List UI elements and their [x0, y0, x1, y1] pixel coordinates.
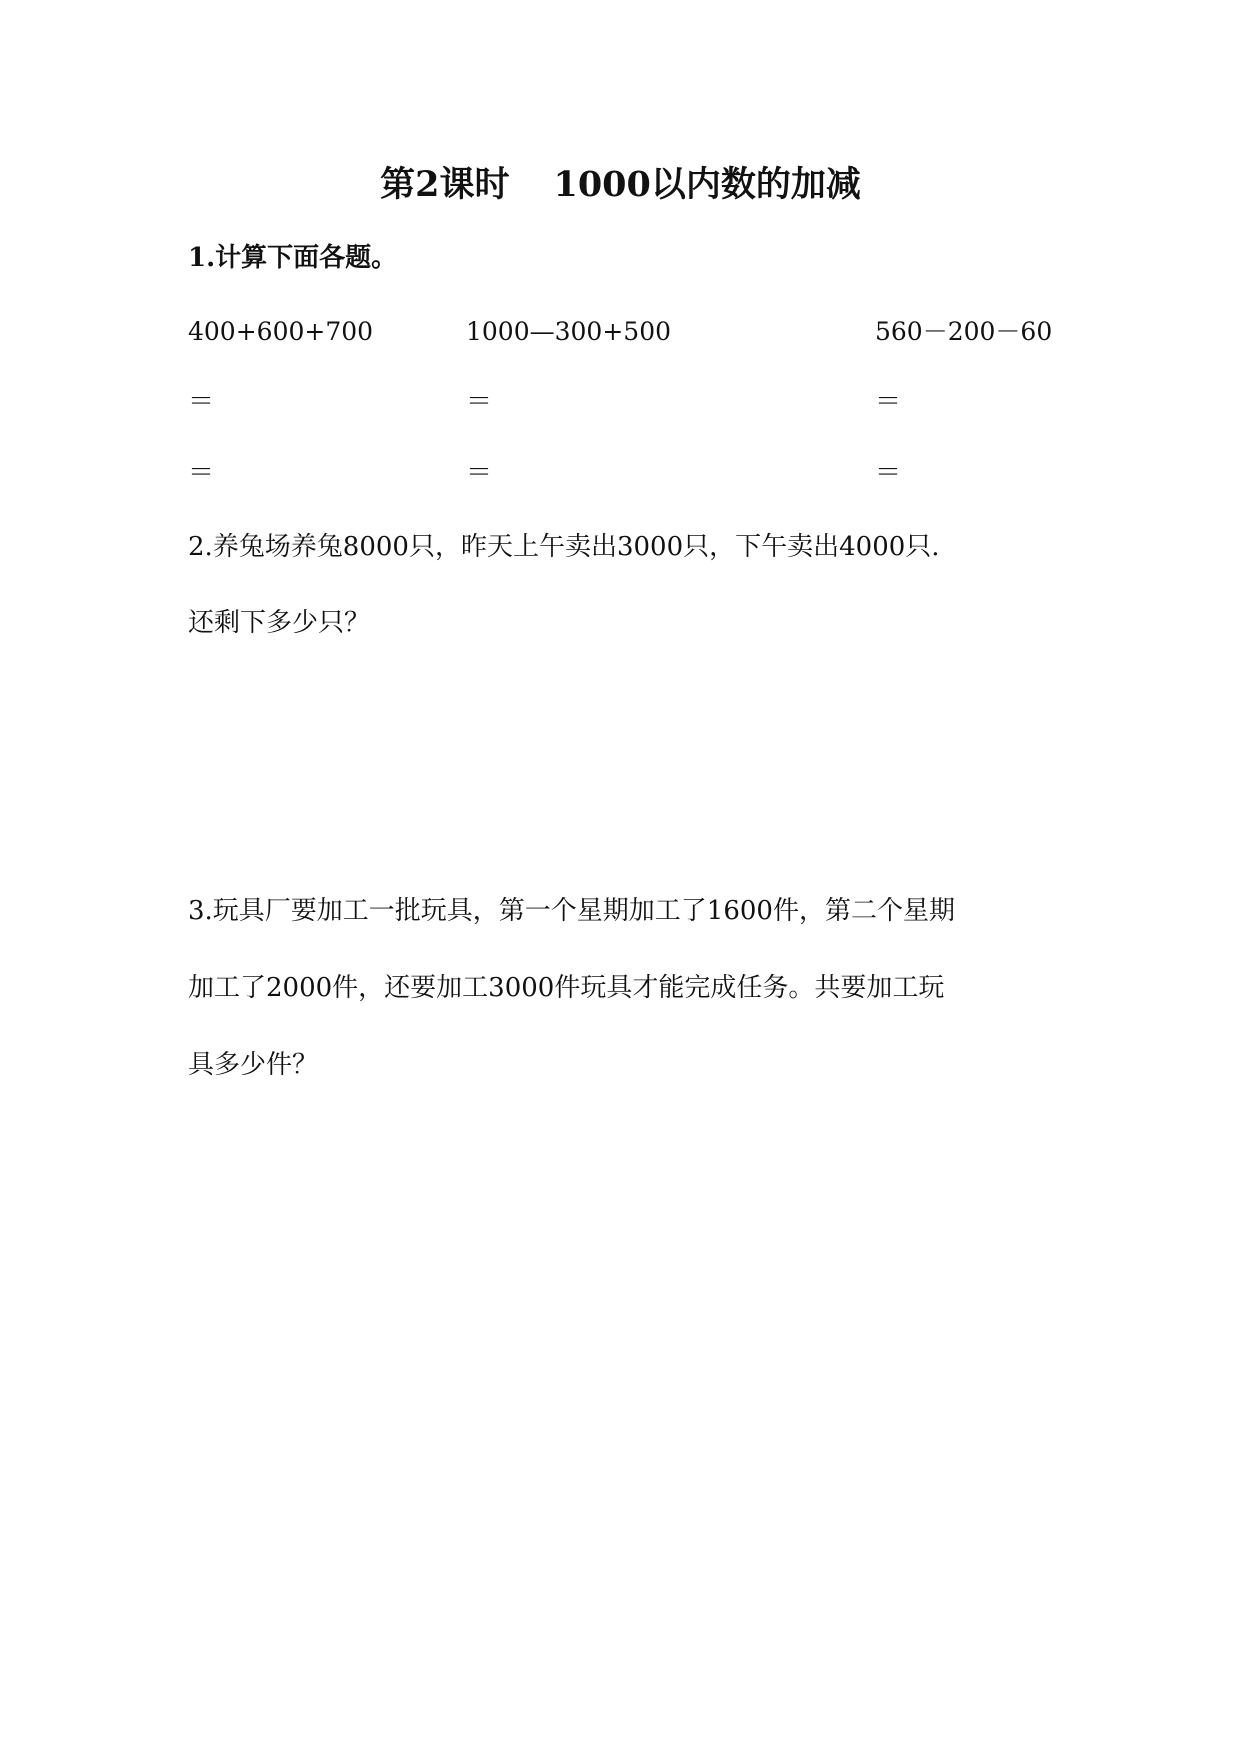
question-1-heading: 1.计算下面各题。 [188, 243, 398, 273]
problem-2-expression: 1000—300+500 [466, 317, 672, 346]
problem-2-equals-line-1: ＝ [466, 387, 493, 417]
question-2-line-2: 还剩下多少只？ [188, 608, 371, 638]
problem-1-equals-line-2: ＝ [188, 458, 215, 488]
problem-3-expression: 560－200－60 [875, 317, 1053, 346]
page-title [0, 160, 1241, 210]
question-3-line-2: 加工了2000件，还要加工3000件玩具才能完成任务。共要加工玩 [188, 973, 945, 1003]
lesson-topic: 1000以内数的加减 [553, 164, 861, 205]
problem-2-equals-line-2: ＝ [466, 458, 493, 488]
problem-3-equals-line-2: ＝ [875, 458, 902, 488]
problem-1-expression: 400+600+700 [188, 317, 374, 346]
question-2-line-1: 2.养兔场养兔8000只，昨天上午卖出3000只，下午卖出4000只. [188, 532, 940, 562]
problem-3-equals-line-1: ＝ [875, 387, 902, 417]
question-3-line-3: 具多少件？ [188, 1050, 319, 1080]
lesson-label: 第2课时 [380, 164, 510, 205]
problem-1-equals-line-1: ＝ [188, 387, 215, 417]
question-3-line-1: 3.玩具厂要加工一批玩具，第一个星期加工了1600件，第二个星期 [188, 896, 955, 926]
